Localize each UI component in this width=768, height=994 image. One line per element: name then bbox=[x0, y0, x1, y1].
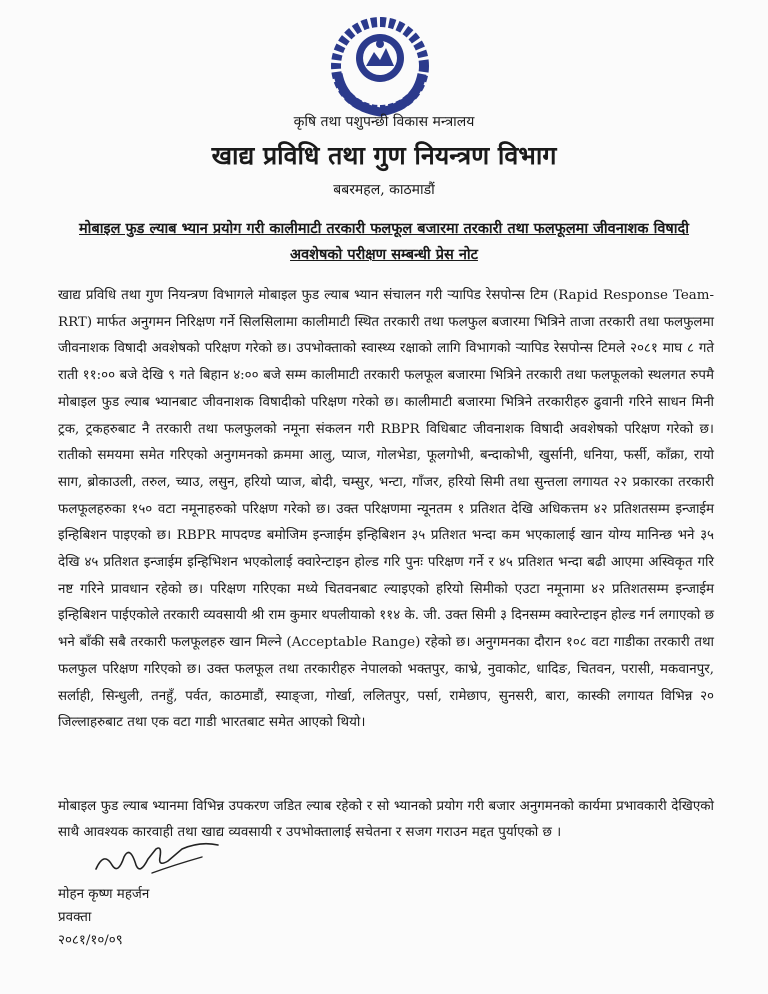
signatory-designation: प्रवक्ता bbox=[58, 910, 92, 925]
issue-date: २०८१/१०/०९ bbox=[58, 933, 123, 948]
handwritten-signature-icon bbox=[90, 835, 230, 883]
press-note-subject: मोबाइल फुड ल्याब भ्यान प्रयोग गरी कालीमाटी तरकारी फलफूल बजारमा तरकारी तथा फलफूलमा जीवनाशक विषादी अवशेषको परीक्षण सम्बन्धी प्रेस नोट bbox=[79, 220, 689, 263]
office-location: बबरमहल, काठमाडौं bbox=[333, 182, 435, 198]
government-emblem-icon bbox=[318, 14, 438, 124]
ministry-name: कृषि तथा पशुपन्छी विकास मन्त्रालय bbox=[293, 114, 475, 130]
body-paragraph-2: मोबाइल फुड ल्याब भ्यानमा विभिन्न उपकरण जडित ल्याब रहेको र सो भ्यानको प्रयोग गरी बजार अनुगमनको कार्यमा प्रभावकारी देखिएको साथै आवश्यक कारवाही तथा खाद्य व्यवसायी र उपभोक्तालाई सचेतना र सजग गराउन मद्दत पुर्याएको छ । bbox=[58, 799, 714, 840]
signatory-block bbox=[58, 883, 149, 952]
department-name: खाद्य प्रविधि तथा गुण नियन्त्रण विभाग bbox=[211, 141, 557, 170]
body-paragraph-1: खाद्य प्रविधि तथा गुण नियन्त्रण विभागले मोबाइल फुड ल्याब भ्यान संचालन गरी र्‍यापिड रेसपोन्स टिम (Rapid Response Team- RRT) मार्फत अनुगमन निरिक्षण गर्ने सिलसिलामा कालीमाटी स्थित तरकारी तथा फलफुल बजारमा भित्रिने ताजा तरकारी तथा फलफुलमा जीवनाशक विषादी अवशेषको परिक्षण गरेको छ। उपभोक्ताको स्वास्थ्य रक्षाको लागि विभागको र्‍यापिड रेसपोन्स टिमले २०८१ माघ ८ गते राती ११:०० बजे देखि ९ गते बिहान ४:०० बजे सम्म कालीमाटी तरकारी फलफूल बजारमा भित्रिने तरकारी तथा फलफूलको स्थलगत रुपमै मोबाइल फुड ल्याब भ्यानबाट जीवनाशक विषादीको परिक्षण गरेको छ। कालीमाटी बजारमा भित्रिने तरकारीहरु ढुवानी गरिने साधन मिनी ट्रक, ट्रकहरुबाट नै तरकारी तथा फलफुलको नमूना संकलन गरी RBPR विधिबाट जीवनाशक विषादी अवशेषको परिक्षण गरेको छ। रातीको समयमा समेत गरिएको अनुगमनको क्रममा आलु, प्याज, गोलभेडा, फूलगोभी, बन्दाकोभी, खुर्सानी, धनिया, फर्सी, काँक्रा, रायो साग, ब्रोकाउली, तरुल, च्याउ, लसुन, हरियो प्याज, बोदी, चम्सुर, भन्टा, गाँजर, हरियो सिमी तथा सुन्तला लगायत २२ प्रकारका तरकारी फलफूलहरुका १५० वटा नमूनाहरुको परिक्षण गरेको छ। उक्त परिक्षणमा न्यूनतम १ प्रतिशत देखि अधिकत्तम ४२ प्रतिशतसम्म इन्जाईम इन्हिबिशन पाइएको छ। RBPR मापदण्ड बमोजिम इन्जाईम इन्हिबिशन ३५ प्रतिशत भन्दा कम भएकालाई खान योग्य मानिन्छ भने ३५ देखि ४५ प्रतिशत इन्जाईम इन्हिभिशन भएकोलाई क्वारेन्टाइन होल्ड गरि पुनः परिक्षण गर्ने र ४५ प्रतिशत भन्दा बढी आएमा अस्विकृत गरि नष्ट गरिने प्रावधान रहेको छ। परिक्षण गरिएका मध्ये चितवनबाट ल्याइएको हरियो सिमीको एउटा नमूनामा ४२ प्रतिशतसम्म इन्जाईम इन्हिबिशन पाईएकोले तरकारी व्यवसायी श्री राम कुमार थपलीयाको ११४ के. जी. उक्त सिमी ३ दिनसम्म क्वारेन्टाइन होल्ड गर्न लगाएको छ भने बाँकी सबै तरकारी फलफूलहरु खान मिल्ने (Acceptable Range) रहेको छ। अनुगमनका दौरान १०८ वटा गाडीका तरकारी तथा फलफुल परिक्षण गरिएको छ। उक्त फलफूल तथा तरकारीहरु नेपालको भक्तपुर, काभ्रे, नुवाकोट, धादिङ, चितवन, परासी, मकवानपुर, सर्लाही, सिन्धुली, तनहुँ, पर्वत, काठमाडौं, स्याङ्जा, गोर्खा, ललितपुर, पर्सा, रामेछाप, सुनसरी, बारा, कास्की लगायत विभिन्न २० जिल्लाहरुबाट तथा एक वटा गाडी भारतबाट समेत आएको थियो। bbox=[58, 288, 714, 731]
signatory-name: मोहन कृष्ण महर्जन bbox=[58, 887, 150, 902]
